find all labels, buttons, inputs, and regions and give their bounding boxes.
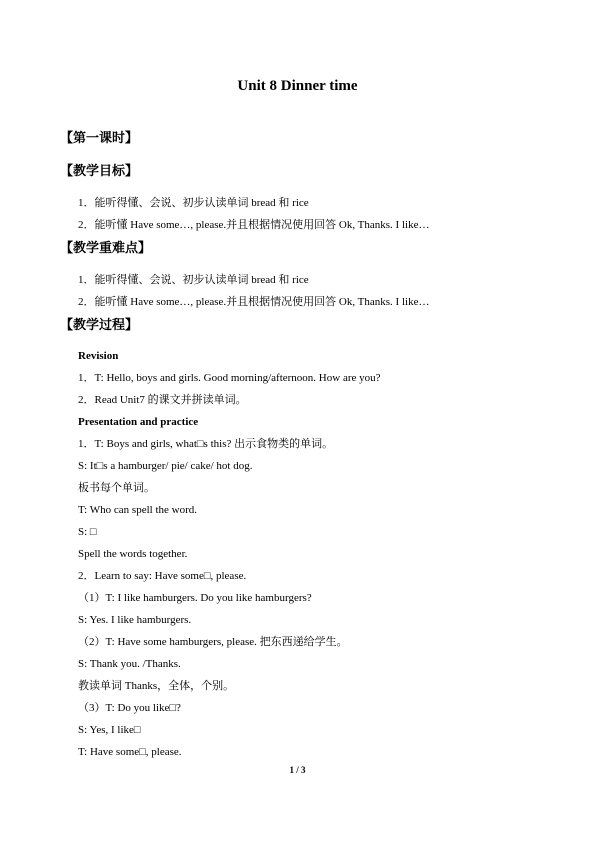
process-line: （3）T: Do you like□? (78, 702, 181, 714)
process-line: T: Who can spell the word. (78, 504, 197, 516)
process-line: S: Yes. I like hamburgers. (78, 614, 192, 626)
revision-item: 1．T: Hello, boys and girls. Good morning/afternoon. How are you? (78, 372, 381, 384)
process-line: 教读单词 Thanks，全体，个别。 (78, 680, 235, 692)
document-title: Unit 8 Dinner time (237, 78, 358, 94)
process-line: Spell the words together. (78, 548, 188, 560)
keypoint-item: 2．能听懂 Have some…, please.并且根据情况使用回答 Ok, Thanks. I like… (78, 296, 430, 308)
presentation-heading: Presentation and practice (78, 416, 199, 428)
process-line: S: □ (78, 526, 97, 538)
process-line: S: Yes, I like□ (78, 724, 141, 736)
process-line: 板书每个单词。 (78, 482, 155, 494)
section-keypoints: 【教学重难点】 (60, 240, 152, 255)
process-line: 1．T: Boys and girls, what□s this? 出示食物类的单词。 (78, 438, 334, 450)
process-line: 2．Learn to say: Have some□, please. (78, 570, 247, 582)
objective-item: 1．能听得懂、会说、初步认读单词 bread 和 rice (78, 197, 309, 209)
process-line: （2）T: Have some hamburgers, please. 把东西递给学生。 (78, 636, 348, 648)
keypoint-item: 1．能听得懂、会说、初步认读单词 bread 和 rice (78, 274, 309, 286)
revision-heading: Revision (78, 350, 119, 362)
process-line: T: Have some□, please. (78, 746, 182, 758)
process-line: （1）T: I like hamburgers. Do you like hamburgers? (78, 592, 312, 604)
section-process: 【教学过程】 (60, 317, 139, 332)
objective-item: 2．能听懂 Have some…, please.并且根据情况使用回答 Ok, Thanks. I like… (78, 219, 430, 231)
process-line: S: It□s a hamburger/ pie/ cake/ hot dog. (78, 460, 253, 472)
page-number: 1 / 3 (289, 765, 306, 775)
section-objectives: 【教学目标】 (60, 163, 139, 178)
revision-item: 2．Read Unit7 的课文并拼读单词。 (78, 394, 247, 406)
section-lesson1: 【第一课时】 (60, 130, 139, 145)
process-line: S: Thank you. /Thanks. (78, 658, 181, 670)
